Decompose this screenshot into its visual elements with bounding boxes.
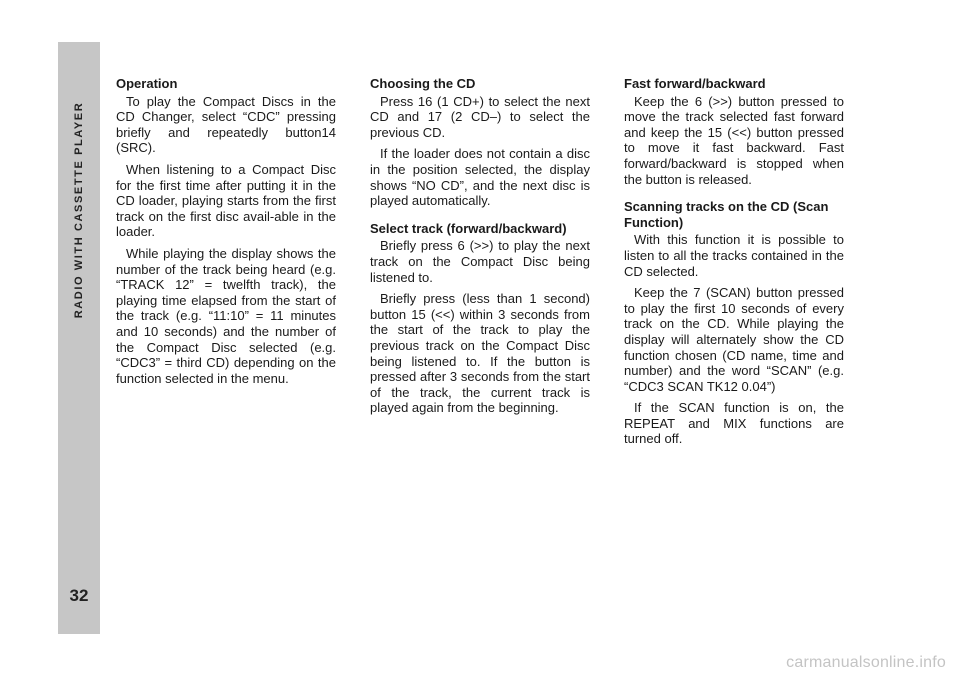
paragraph: To play the Compact Discs in the CD Changer, select “CDC” pressing briefly and repeatedly button14 (SRC).: [116, 93, 336, 156]
paragraph: If the SCAN function is on, the REPEAT and MIX functions are turned off.: [624, 400, 844, 447]
paragraph: If the loader does not contain a disc in the position selected, the display shows “NO CD”, and the next disc is played automatically.: [370, 146, 590, 209]
column-operation: [116, 76, 336, 392]
heading-fast-forward: Fast forward/backward: [624, 76, 766, 91]
paragraph: When listening to a Compact Disc for the first time after putting it in the CD loader, playing starts from the first track on the first disc avail-able in the loader.: [116, 161, 336, 240]
paragraph: Briefly press 6 (>>) to play the next track on the Compact Disc being listened to.: [370, 238, 590, 285]
paragraph: Keep the 7 (SCAN) button pressed to play the first 10 seconds of every track on the CD. While playing the display will alternately show the CD function chosen (CD name, time and number) and the word “SCAN” (e.g. “CDC3 SCAN TK12 0.04”): [624, 285, 844, 394]
section-title: RADIO WITH CASSETTE PLAYER: [73, 101, 85, 319]
heading-select-track: Select track (forward/backward): [370, 220, 567, 236]
paragraph: Briefly press (less than 1 second) button 15 (<<) within 3 seconds from the start of the track to play the previous track on the Compact Disc being listened to. If the button is pressed after 3 seconds from the start of the track, the current track is played again from the beginning.: [370, 291, 590, 416]
heading-scan-function: Scanning tracks on the CD (Scan Function): [624, 199, 829, 230]
column-fast-forward: [624, 76, 844, 453]
heading-operation: Operation: [116, 76, 178, 91]
paragraph: While playing the display shows the number of the track being heard (e.g. “TRACK 12” = twelfth track), the playing time elapsed from the start of the track (e.g. “11:10” = 11 minutes and 10 seconds) and the number of the Compact Disc selected (e.g. “CDC3” = third CD) depending on the function selected in the menu.: [116, 245, 336, 386]
heading-choosing-cd: Choosing the CD: [370, 76, 476, 91]
column-choosing-cd: [370, 76, 590, 422]
watermark: carmanualsonline.info: [786, 654, 946, 671]
paragraph: Press 16 (1 CD+) to select the next CD and 17 (2 CD–) to select the previous CD.: [370, 93, 590, 140]
page-number: 32: [69, 586, 89, 605]
paragraph: With this function it is possible to listen to all the tracks contained in the CD selected.: [624, 232, 844, 279]
paragraph: Keep the 6 (>>) button pressed to move the track selected fast forward and keep the 15 (<<) button pressed to move it fast backward. Fast forward/backward is stopped when the button is released.: [624, 93, 844, 187]
